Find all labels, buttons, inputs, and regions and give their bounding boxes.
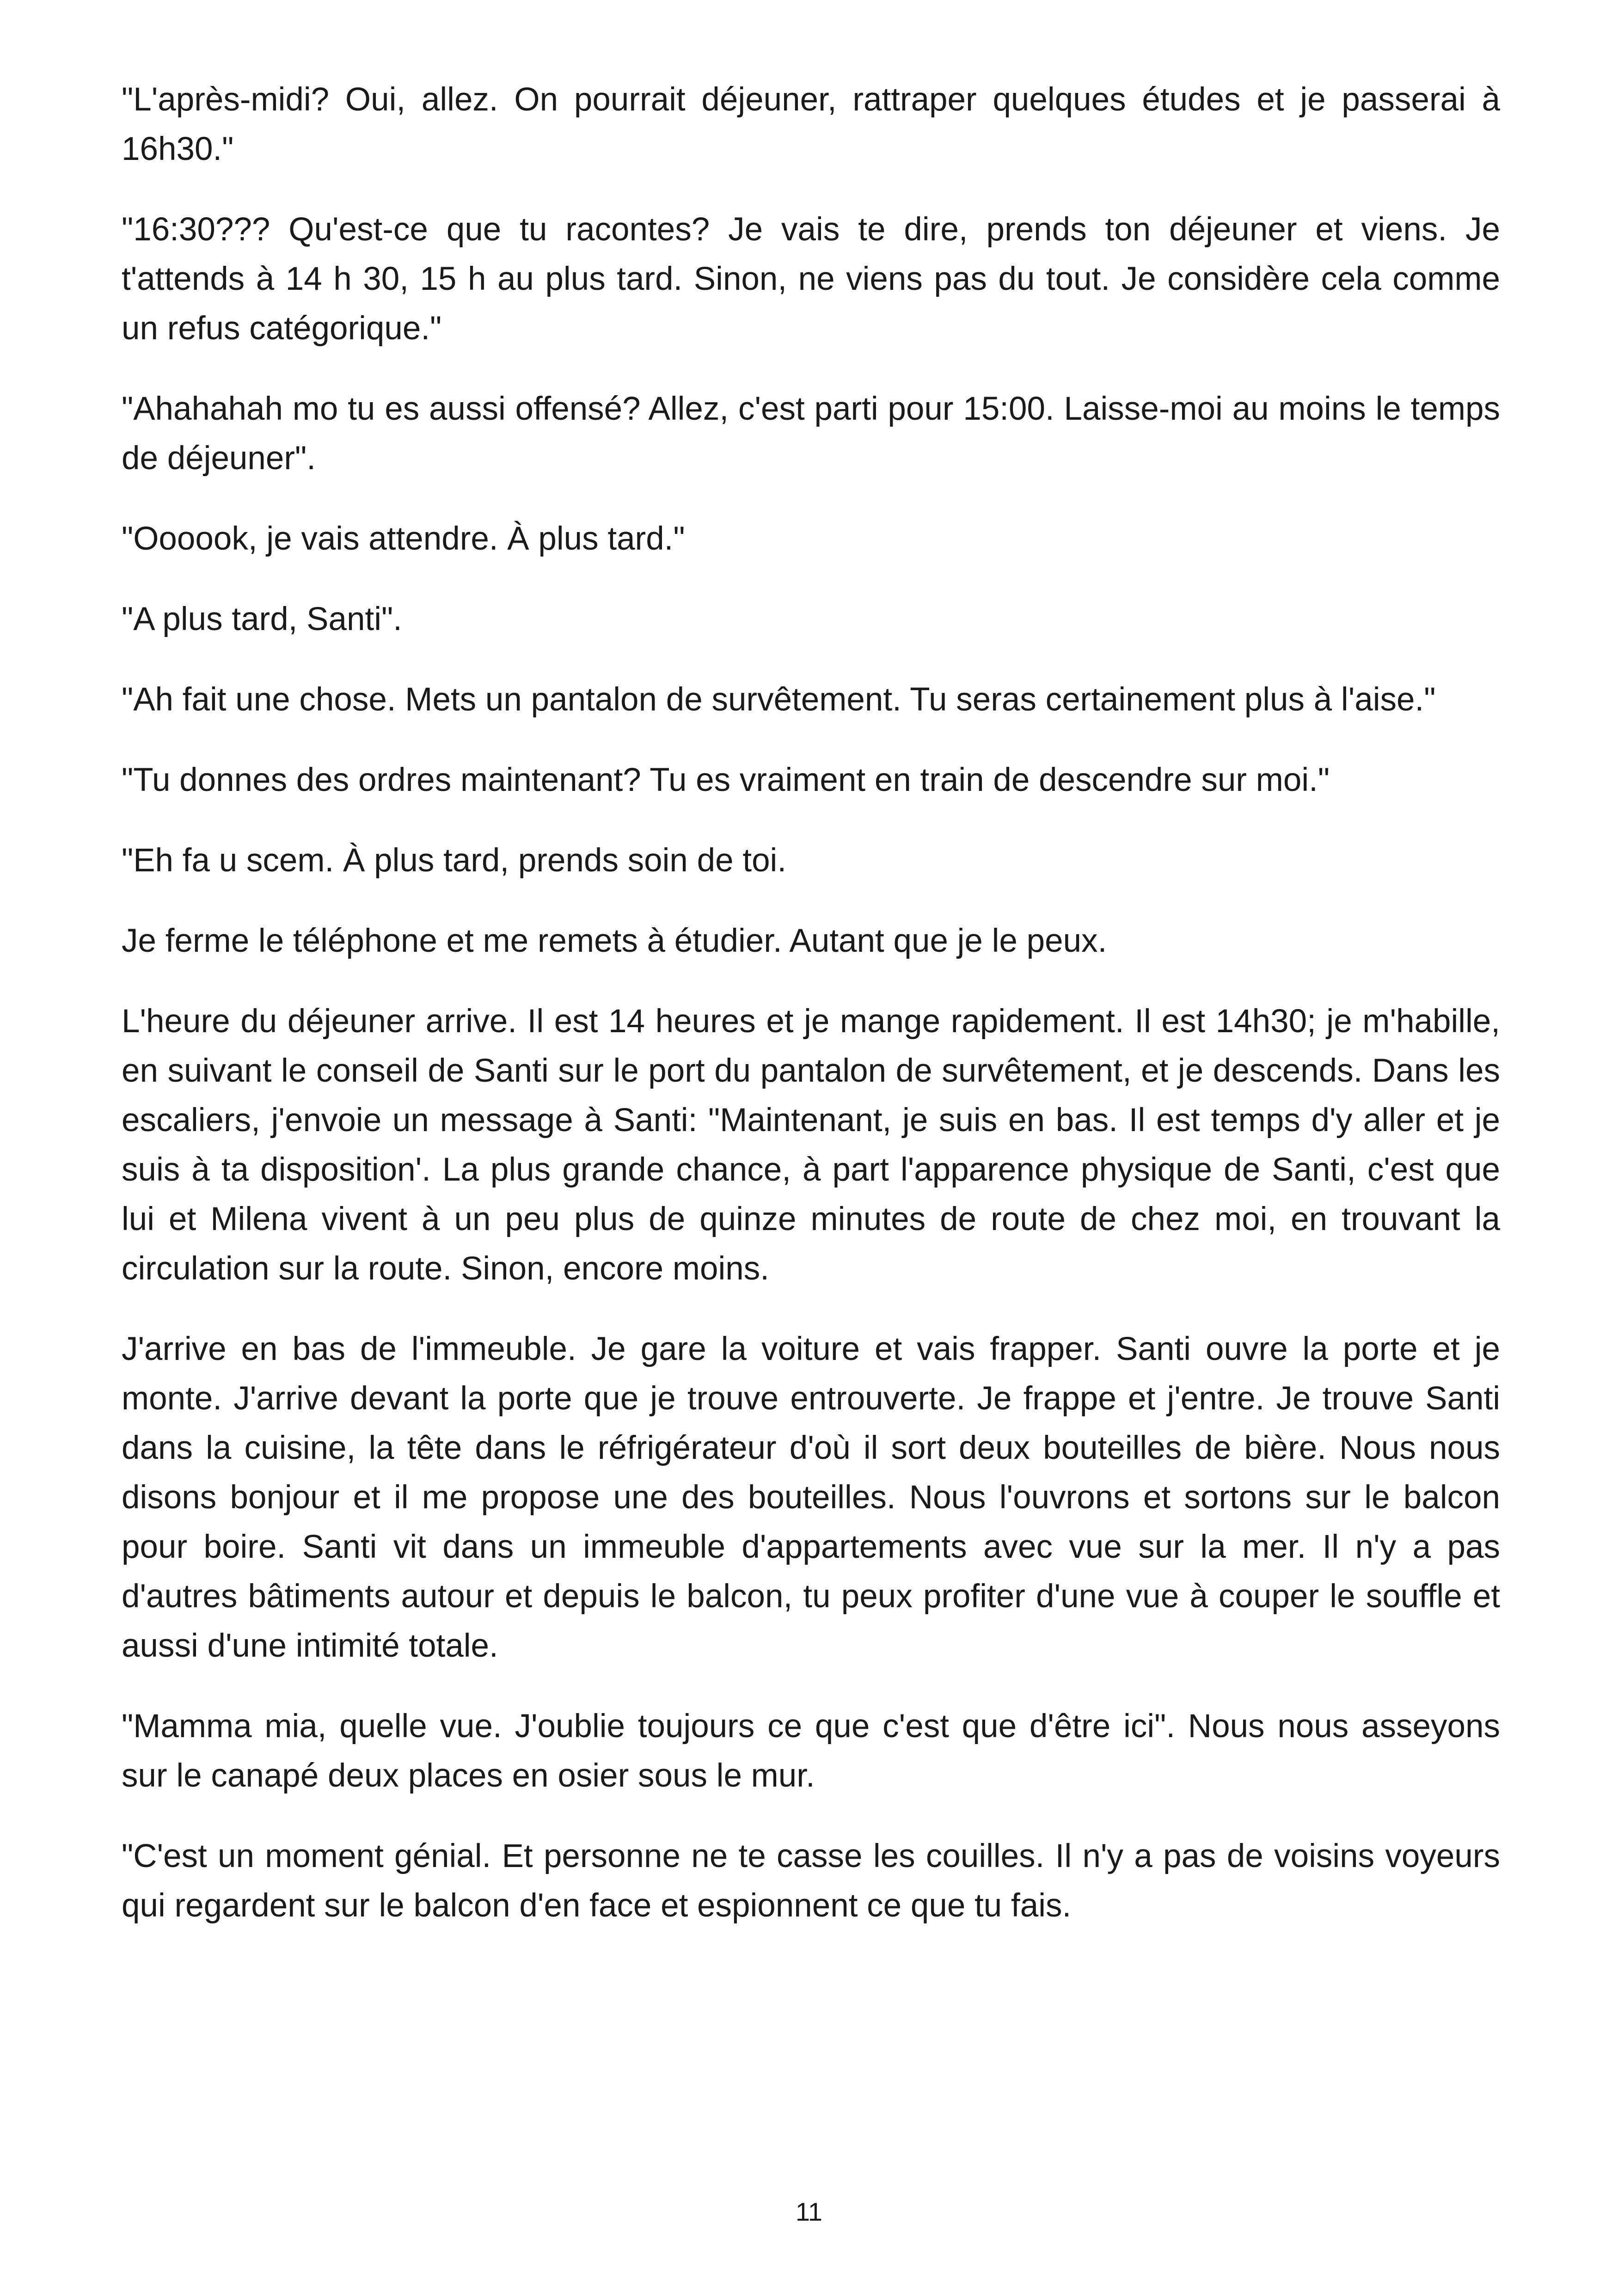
paragraph: "C'est un moment génial. Et personne ne te casse les couilles. Il n'y a pas de voisins voyeurs qui regardent sur le balcon d'en face et espionnent ce que tu fais. <box>122 1838 1500 1924</box>
paragraph: "Mamma mia, quelle vue. J'oublie toujours ce que c'est que d'être ici". Nous nous asseyons sur le canapé deux places en osier sous le mur. <box>122 1708 1500 1794</box>
paragraph: "Tu donnes des ordres maintenant? Tu es vraiment en train de descendre sur moi." <box>122 762 1330 798</box>
paragraph: "L'après-midi? Oui, allez. On pourrait déjeuner, rattraper quelques études et je passerai à 16h30." <box>122 81 1500 167</box>
paragraph: "Oooook, je vais attendre. À plus tard." <box>122 520 685 557</box>
paragraph: L'heure du déjeuner arrive. Il est 14 heures et je mange rapidement. Il est 14h30; je m'habille, en suivant le conseil de Santi sur le port du pantalon de survêtement, et je descends. Dans les escaliers, j'envoie un message à Santi: "Maintenant, je suis en bas. Il est temps d'y aller et je suis à ta disposition'. La plus grande chance, à part l'apparence physique de Santi, c'est que lui et Milena vivent à un peu plus de quinze minutes de route de chez moi, en trouvant la circulation sur la route. Sinon, encore moins. <box>122 1003 1500 1287</box>
paragraph: "Ah fait une chose. Mets un pantalon de survêtement. Tu seras certainement plus à l'aise." <box>122 681 1436 718</box>
paragraph: "16:30??? Qu'est-ce que tu racontes? Je vais te dire, prends ton déjeuner et viens. Je t'attends à 14 h 30, 15 h au plus tard. Sinon, ne viens pas du tout. Je considère cela comme un refus catégorique." <box>122 211 1500 347</box>
paragraph: Je ferme le téléphone et me remets à étudier. Autant que je le peux. <box>122 923 1107 959</box>
paragraph: J'arrive en bas de l'immeuble. Je gare la voiture et vais frapper. Santi ouvre la porte et je monte. J'arrive devant la porte que je trouve entrouverte. Je frappe et j'entre. Je trouve Santi dans la cuisine, la tête dans le réfrigérateur d'où il sort deux bouteilles de bière. Nous nous disons bonjour et il me propose une des bouteilles. Nous l'ouvrons et sortons sur le balcon pour boire. Santi vit dans un immeuble d'appartements avec vue sur la mer. Il n'y a pas d'autres bâtiments autour et depuis le balcon, tu peux profiter d'une vue à couper le souffle et aussi d'une intimité totale. <box>122 1331 1500 1664</box>
page-number: 11 <box>795 2197 823 2226</box>
paragraph: "Eh fa u scem. À plus tard, prends soin de toi. <box>122 842 787 879</box>
document-body <box>122 75 1500 1961</box>
paragraph: "Ahahahah mo tu es aussi offensé? Allez, c'est parti pour 15:00. Laisse-moi au moins le temps de déjeuner". <box>122 391 1500 477</box>
paragraph: "A plus tard, Santi". <box>122 601 402 637</box>
